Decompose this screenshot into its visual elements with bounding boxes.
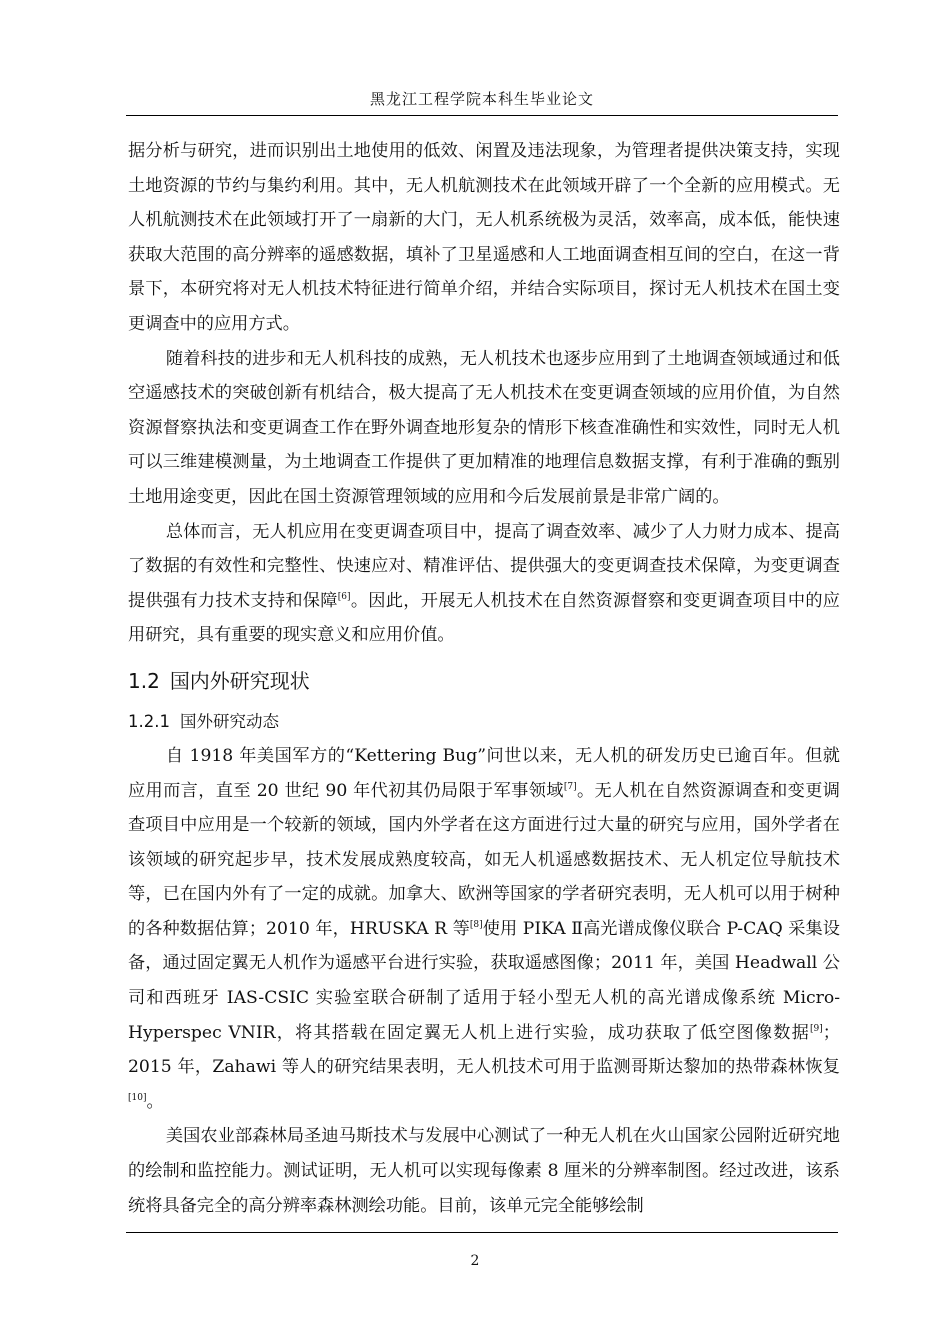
paragraph-summary — [128, 515, 840, 653]
paragraph-foreign-research — [128, 739, 840, 1120]
citation: [7] — [563, 781, 577, 792]
paragraph-text: 使用 PIKA Ⅱ高光谱成像仪联合 P-CAQ 采集设备，通过固定翼无人机作为遥感平台进行实验，获取遥感图像；2011 年，美国 Headwall 公司和西班牙 IAS-CSIC 实验室联合研制了适用于轻小型无人机的高光谱成像系统 Micro-Hyperspec VNIR，将其搭载在固定翼无人机上进行实验，成功获取了低空图像数据 — [128, 918, 840, 1043]
page-header: 黑龙江工程学院本科生毕业论文 — [369, 90, 594, 108]
subsection-heading — [128, 705, 840, 739]
citation: [8] — [469, 919, 483, 930]
citation: [10] — [128, 1092, 147, 1103]
page-number: 2 — [470, 1253, 480, 1269]
paragraph-uav-development: 随着科技的进步和无人机科技的成熟，无人机技术也逐步应用到了土地调查领域通过和低空遥感技术的突破创新有机结合，极大提高了无人机技术在变更调查领域的应用价值，为自然资源督察执法和变更调查工作在野外调查地形复杂的情形下核查准确性和实效性，同时无人机可以三维建模测量，为土地调查工作提供了更加精准的地理信息数据支撑，有利于准确的甄别土地用途变更，因此在国土资源管理领域的应用和今后发展前景是非常广阔的。 — [128, 348, 840, 507]
header-rule — [126, 115, 838, 116]
paragraph-text: ；2015 年，Zahawi 等人的研究结果表明，无人机技术可用于监测哥斯达黎加的热带森林恢复 — [128, 1022, 840, 1078]
subsection-title: 国外研究动态 — [179, 711, 279, 731]
paragraph-continuation: 据分析与研究，进而识别出土地使用的低效、闲置及违法现象，为管理者提供决策支持，实现土地资源的节约与集约利用。其中，无人机航测技术在此领域开辟了一个全新的应用模式。无人机航测技术在此领域打开了一扇新的大门，无人机系统极为灵活，效率高，成本低，能快速获取大范围的高分辨率的遥感数据，填补了卫星遥感和人工地面调查相互间的空白，在这一背景下，本研究将对无人机技术特征进行简单介绍，并结合实际项目，探讨无人机技术在国土变更调查中的应用方式。 — [128, 141, 840, 334]
paragraph-usda: 美国农业部森林局圣迪马斯技术与发展中心测试了一种无人机在火山国家公园附近研究地的绘制和监控能力。测试证明，无人机可以实现每像素 8 厘米的分辨率制图。经过改进，该系统将具备完全的高分辨率森林测绘功能。目前，该单元完全能够绘制 — [128, 1126, 840, 1216]
paragraph-text: 总体而言，无人机应用在变更调查项目中，提高了调查效率、减少了人力财力成本、提高了数据的有效性和完整性、快速应对、精准评估、提供强大的变更调查技术保障，为变更调查提供强有力技术支持和保障 — [128, 521, 840, 611]
footer-rule — [126, 1232, 838, 1233]
paragraph-text: 。 — [146, 1091, 164, 1112]
paragraph-text: 自 1918 年美国军方的“Kettering Bug”问世以来，无人机的研发历史已逾百年。但就应用而言，直至 20 世纪 90 年代初其仍局限于军事领域 — [128, 745, 840, 801]
section-heading — [128, 661, 840, 701]
subsection-number: 1.2.1 — [128, 711, 170, 731]
paragraph-text: 。因此，开展无人机技术在自然资源督察和变更调查项目中的应用研究，具有重要的现实意义和应用价值。 — [128, 590, 840, 646]
paragraph-text: 。无人机在自然资源调查和变更调查项目中应用是一个较新的领域，国内外学者在这方面进行过大量的研究与应用，国外学者在该领域的研究起步早，技术发展成熟度较高，如无人机遥感数据技术、无人机定位导航技术等，已在国内外有了一定的成就。加拿大、欧洲等国家的学者研究表明，无人机可以用于树种的各种数据估算；2010 年，HRUSKA R 等 — [128, 780, 840, 939]
citation: [6] — [337, 591, 351, 602]
section-number: 1.2 — [128, 668, 160, 693]
section-title: 国内外研究现状 — [169, 668, 310, 693]
citation: [9] — [810, 1023, 823, 1034]
body-text — [128, 134, 840, 1223]
